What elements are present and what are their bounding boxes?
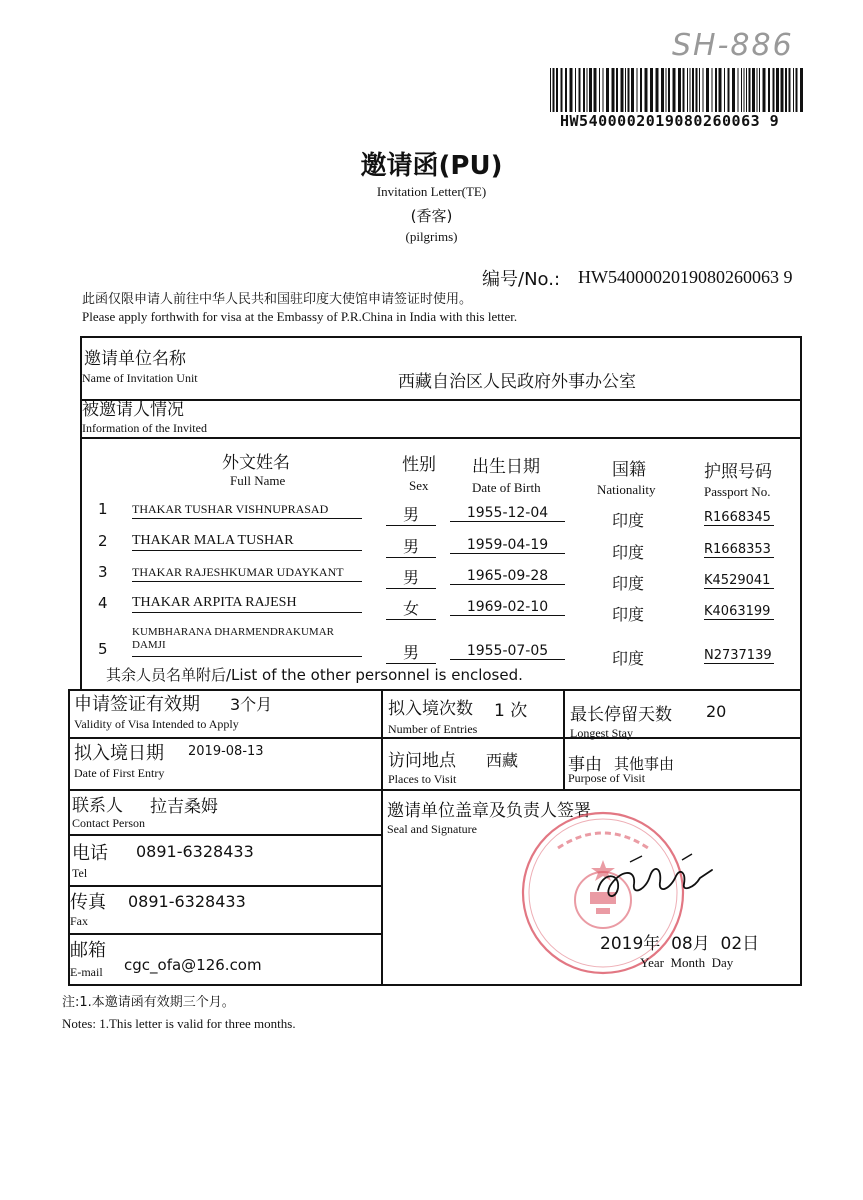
unit-label-en: Name of Invitation Unit xyxy=(82,371,198,385)
barcode-bar xyxy=(656,68,659,112)
validity-value: 3个月 xyxy=(230,695,273,714)
header-dob-zh: 出生日期 xyxy=(472,457,540,477)
barcode-bar xyxy=(690,68,691,112)
tel-value: 0891-6328433 xyxy=(136,842,254,861)
barcode-bar xyxy=(650,68,653,112)
row-nationality: 印度 xyxy=(612,543,645,562)
header-nat-en: Nationality xyxy=(597,482,656,497)
row-passport: N2737139 xyxy=(704,648,774,664)
barcode-number: HW5400002019080260063 9 xyxy=(560,112,780,130)
places-label-zh: 访问地点 xyxy=(388,751,456,771)
header-dob-en: Date of Birth xyxy=(472,480,541,495)
subtitle-pilgrims: (pilgrims) xyxy=(405,229,458,244)
email-label-en: E-mail xyxy=(70,965,103,979)
row-name: THAKAR RAJESHKUMAR UDAYKANT xyxy=(132,563,362,582)
email-label-zh: 邮箱 xyxy=(70,940,106,961)
barcode-bar xyxy=(746,68,747,112)
header-name-zh: 外文姓名 xyxy=(222,453,290,473)
row-passport: K4529041 xyxy=(704,573,774,589)
barcode-bar xyxy=(728,68,730,112)
purpose-label-en: Purpose of Visit xyxy=(568,771,646,785)
barcode-bar xyxy=(640,68,642,112)
row-number: 4 xyxy=(98,594,108,612)
seal-label-en: Seal and Signature xyxy=(387,822,477,836)
row-dob: 1959-04-19 xyxy=(450,537,565,554)
number-value: HW5400002019080260063 9 xyxy=(578,267,793,287)
instruction-en: Please apply forthwith for visa at the Embassy of P.R.China in India with this letter. xyxy=(82,309,518,324)
barcode-bar xyxy=(594,68,597,112)
barcode-bar xyxy=(579,68,581,112)
header-sex-zh: 性别 xyxy=(402,455,436,475)
barcode-bar xyxy=(599,68,600,112)
barcode-bar xyxy=(776,68,779,112)
header-passport-zh: 护照号码 xyxy=(704,462,772,482)
row-sex: 男 xyxy=(386,640,436,664)
barcode-bar xyxy=(752,68,755,112)
first-entry-label-en: Date of First Entry xyxy=(74,766,165,780)
barcode-bar xyxy=(781,68,784,112)
barcode-bar xyxy=(741,68,742,112)
longest-stay-label-en: Longest Stay xyxy=(570,726,633,740)
barcode-bar xyxy=(724,68,725,112)
seal-date-zh: 2019年 08月 02日 xyxy=(600,934,760,954)
row-dob: 1965-09-28 xyxy=(450,568,565,585)
barcode-bar xyxy=(773,68,775,112)
barcode-bar xyxy=(715,68,717,112)
row-name: THAKAR ARPITA RAJESH xyxy=(132,594,362,613)
row-nationality: 印度 xyxy=(612,574,645,593)
row-name: THAKAR MALA TUSHAR xyxy=(132,532,362,551)
seal-date-en: Year Month Day xyxy=(640,955,734,970)
header-nat-zh: 国籍 xyxy=(612,460,646,480)
row-number: 1 xyxy=(98,500,108,518)
barcode-bar xyxy=(565,68,567,112)
barcode-bar xyxy=(612,68,615,112)
barcode-bar xyxy=(583,68,585,112)
barcode-bar xyxy=(631,68,634,112)
subtitle-zh: (香客) xyxy=(410,207,453,225)
validity-label-zh: 申请签证有效期 xyxy=(74,694,200,715)
barcode-bar xyxy=(759,68,760,112)
barcode-bar xyxy=(699,68,700,112)
number-label: 编号/No.: xyxy=(482,269,561,290)
row-sex: 男 xyxy=(386,565,436,589)
unit-label-zh: 邀请单位名称 xyxy=(84,349,186,369)
barcode-bar xyxy=(668,68,670,112)
barcode-bar xyxy=(687,68,688,112)
barcode-bar xyxy=(744,68,745,112)
contact-value: 拉吉桑姆 xyxy=(150,797,218,817)
longest-stay-label-zh: 最长停留天数 xyxy=(570,705,672,725)
row-nationality: 印度 xyxy=(612,649,645,668)
barcode-bar xyxy=(719,68,722,112)
barcode-bar xyxy=(550,68,551,112)
header-name-en: Full Name xyxy=(230,473,286,488)
barcode-bar xyxy=(696,68,698,112)
barcode-bar xyxy=(732,68,735,112)
barcode-bar xyxy=(621,68,624,112)
notes-zh: 注:1.本邀请函有效期三个月。 xyxy=(62,995,235,1010)
row-passport: K4063199 xyxy=(704,604,774,620)
validity-label-en: Validity of Visa Intended to Apply xyxy=(74,717,239,731)
barcode-bar xyxy=(785,68,787,112)
barcode-bar xyxy=(603,68,604,112)
first-entry-value: 2019-08-13 xyxy=(188,744,264,759)
fax-label-zh: 传真 xyxy=(70,892,106,913)
row-nationality: 印度 xyxy=(612,511,645,530)
entries-label-en: Number of Entries xyxy=(388,722,478,736)
entries-label-zh: 拟入境次数 xyxy=(388,699,473,719)
places-value: 西藏 xyxy=(486,751,519,770)
notes-en: Notes: 1.This letter is valid for three months. xyxy=(62,1016,296,1031)
barcode-bar xyxy=(637,68,638,112)
row-name: THAKAR TUSHAR VISHNUPRASAD xyxy=(132,500,362,519)
barcode-bar xyxy=(683,68,685,112)
row-nationality: 印度 xyxy=(612,605,645,624)
barcode-bar xyxy=(553,68,555,112)
row-dob: 1955-07-05 xyxy=(450,643,565,660)
purpose-value: 其他事由 xyxy=(614,755,675,773)
barcode-bar xyxy=(749,68,751,112)
header-passport-en: Passport No. xyxy=(704,484,771,499)
barcode-bar xyxy=(763,68,766,112)
enclosed-note: 其余人员名单附后/List of the other personnel is enclosed. xyxy=(106,666,523,684)
longest-stay-value: 20 xyxy=(706,702,727,721)
signature-scribble xyxy=(590,850,720,910)
row-passport: R1668345 xyxy=(704,510,774,526)
barcode-bar xyxy=(768,68,770,112)
row-passport: R1668353 xyxy=(704,542,774,558)
seal-label-zh: 邀请单位盖章及负责人签署 xyxy=(387,801,591,821)
row-sex: 男 xyxy=(386,502,436,526)
handwritten-note: SH-886 xyxy=(672,28,794,63)
barcode-bar xyxy=(757,68,758,112)
row-name-underline xyxy=(132,656,362,657)
barcode-bar xyxy=(800,68,803,112)
fax-label-en: Fax xyxy=(70,914,88,928)
row-number: 3 xyxy=(98,563,108,581)
subtitle-en: Invitation Letter(TE) xyxy=(376,184,487,199)
tel-label-zh: 电话 xyxy=(72,843,108,864)
unit-value: 西藏自治区人民政府外事办公室 xyxy=(398,372,636,392)
instruction-zh: 此函仅限申请人前往中华人民共和国驻印度大使馆申请签证时使用。 xyxy=(82,292,473,307)
page-title: 邀请函(PU) xyxy=(360,151,503,181)
barcode-bar xyxy=(666,68,667,112)
places-label-en: Places to Visit xyxy=(388,772,457,786)
barcode-bar xyxy=(793,68,794,112)
barcode-bar xyxy=(587,68,588,112)
barcode-bar xyxy=(606,68,609,112)
barcode xyxy=(548,68,808,112)
row-name: KUMBHARANA DHARMENDRAKUMAR DAMJI xyxy=(132,626,334,651)
row-sex: 男 xyxy=(386,534,436,558)
row-dob: 1955-12-04 xyxy=(450,505,565,522)
barcode-bar xyxy=(706,68,709,112)
barcode-bar xyxy=(589,68,592,112)
contact-label-zh: 联系人 xyxy=(72,796,123,816)
fax-value: 0891-6328433 xyxy=(128,892,246,911)
barcode-bar xyxy=(789,68,791,112)
row-number: 5 xyxy=(98,640,108,658)
header-sex-en: Sex xyxy=(409,478,429,493)
tel-label-en: Tel xyxy=(72,866,88,880)
barcode-bar xyxy=(661,68,664,112)
barcode-bar xyxy=(678,68,681,112)
barcode-bar xyxy=(625,68,626,112)
row-sex: 女 xyxy=(386,596,436,620)
barcode-bar xyxy=(673,68,676,112)
barcode-bar xyxy=(628,68,630,112)
first-entry-label-zh: 拟入境日期 xyxy=(74,743,164,764)
invited-label-zh: 被邀请人情况 xyxy=(82,400,184,420)
purpose-label-zh: 事由 xyxy=(568,755,602,775)
barcode-bar xyxy=(712,68,713,112)
row-number: 2 xyxy=(98,532,108,550)
barcode-bar xyxy=(616,68,618,112)
barcode-bar xyxy=(738,68,739,112)
barcode-bar xyxy=(556,68,558,112)
barcode-bar xyxy=(645,68,648,112)
barcode-bar xyxy=(796,68,798,112)
entries-value: 1 次 xyxy=(494,701,528,721)
barcode-bar xyxy=(561,68,563,112)
barcode-bar xyxy=(575,68,576,112)
row-dob: 1969-02-10 xyxy=(450,599,565,616)
invited-label-en: Information of the Invited xyxy=(82,421,207,435)
barcode-bar xyxy=(570,68,573,112)
barcode-bar xyxy=(692,68,694,112)
barcode-bar xyxy=(703,68,704,112)
email-value: cgc_ofa@126.com xyxy=(124,956,262,974)
contact-label-en: Contact Person xyxy=(72,816,145,830)
